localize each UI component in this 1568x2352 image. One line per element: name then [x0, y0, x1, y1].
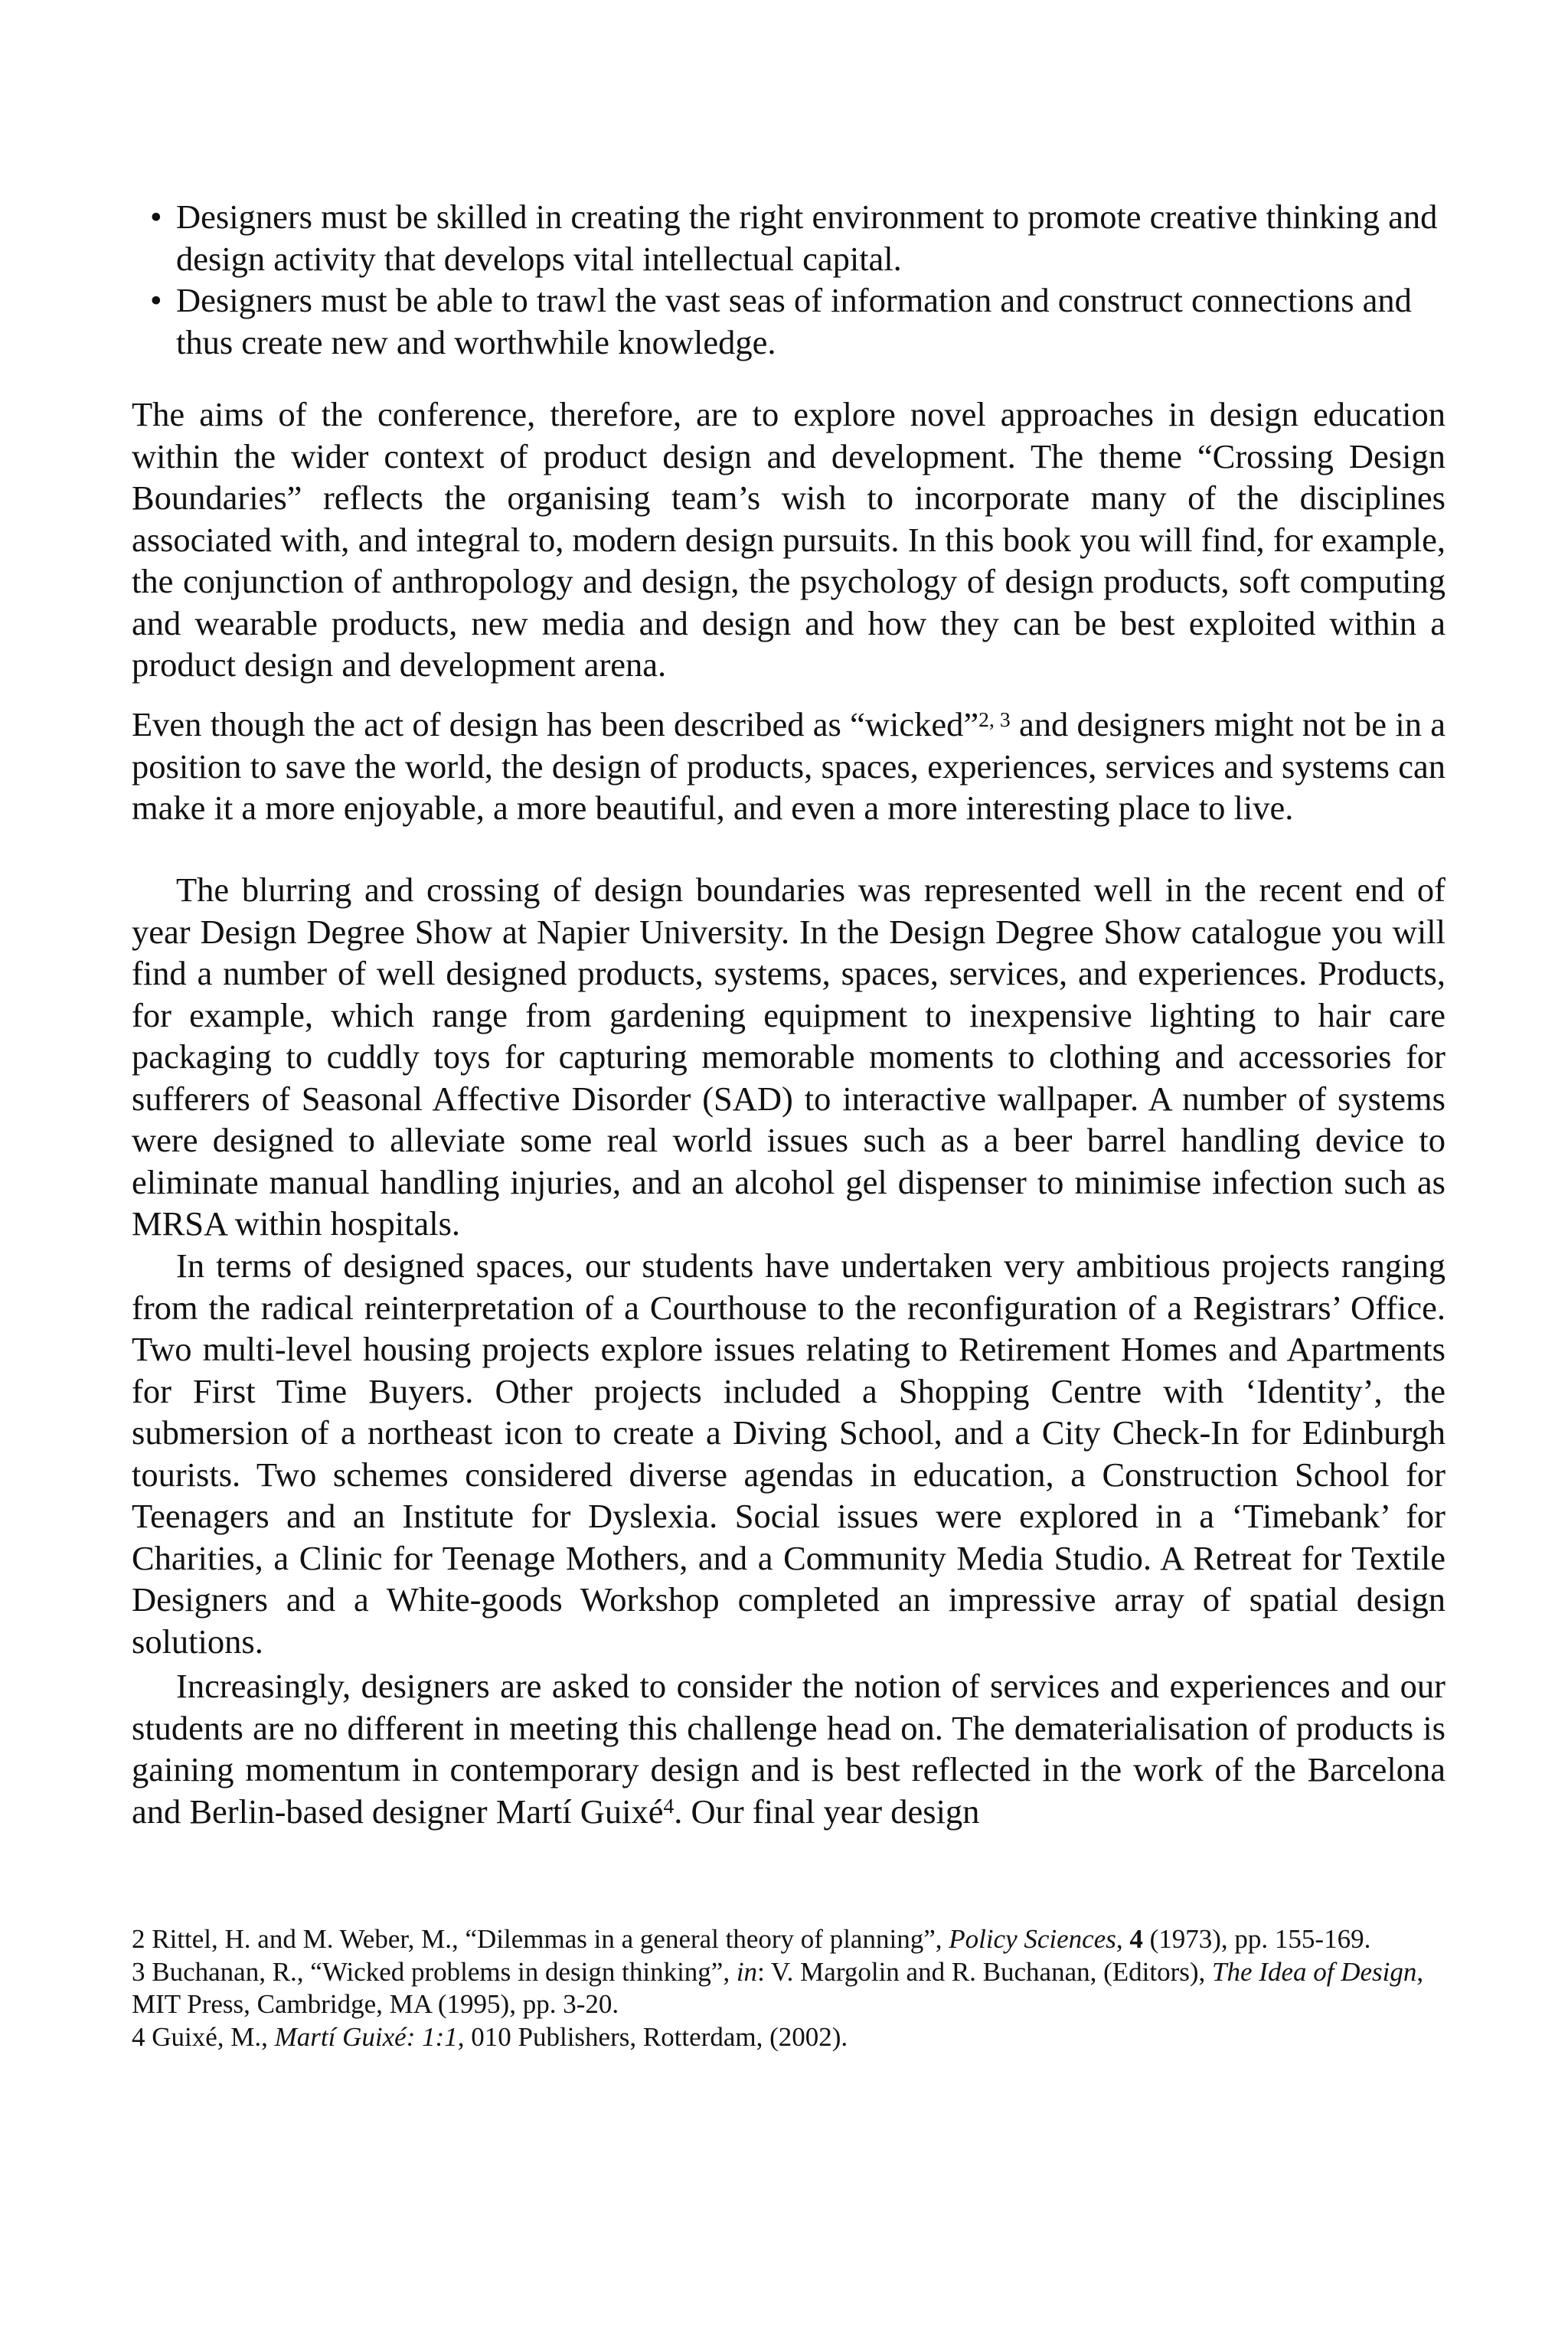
footnote-publication-details: , MIT Press, Cambridge, MA (1995), pp. 3-20.	[132, 1956, 1424, 2019]
footnote-book-title: The Idea of Design	[1212, 1956, 1417, 1987]
bullet-marker: •	[150, 198, 162, 236]
footnote-in-label: in	[736, 1956, 758, 1987]
footnote-number: 2	[132, 1924, 145, 1954]
footnote-number: 3	[132, 1956, 145, 1987]
services-text-after-reference: . Our final year design	[674, 1792, 980, 1831]
designed-spaces-paragraph: In terms of designed spaces, our students have undertaken very ambitious projects ranging from the radical reinterpretation of a Courthouse to the reconfiguration of a Registrars’ Office. Two multi-level housing projects explore issues relating to Retirement Homes and Apartments for First Time Buyers. Other projects included a Shopping Centre with ‘Identity’, the submersion of a northeast icon to create a Diving School, and a City Check-In for Edinburgh tourists. Two schemes considered diverse agendas in education, a Construction School for Teenagers and an Institute for Dyslexia. Social issues were explored in a ‘Timebank’ for Charities, a Clinic for Teenage Mothers, and a Community Media Studio. A Retreat for Textile Designers and a White-goods Workshop completed an impressive array of spatial design solutions.	[132, 1246, 1446, 1661]
footnote-3	[132, 1956, 1446, 2021]
footnote-citation-text: Rittel, H. and M. Weber, M., “Dilemmas in a general theory of planning”,	[152, 1924, 949, 1954]
footnotes	[132, 1923, 1446, 2053]
bullet-marker: •	[150, 281, 162, 319]
footnote-publication-details: (1973), pp. 155-169.	[1142, 1924, 1371, 1954]
footnote-2	[132, 1923, 1446, 1956]
footnote-volume: 4	[1129, 1924, 1143, 1954]
bullet-item-creative-environment	[132, 196, 1446, 279]
bullet-text-creative-environment: Designers must be skilled in creating the right environment to promote creative thinking and design activity that develops vital intellectual capital.	[176, 198, 1438, 278]
footnote-publication-details: , 010 Publishers, Rotterdam, (2002).	[457, 2021, 848, 2052]
footnote-reference-4: 4	[663, 1794, 675, 1818]
footnote-reference-2-3: 2, 3	[978, 707, 1011, 731]
wicked-design-text-before-reference: Even though the act of design has been described as “wicked”	[132, 705, 979, 743]
footnote-citation-text: Buchanan, R., “Wicked problems in design thinking”,	[152, 1956, 737, 1987]
footnote-citation-text: Guixé, M.,	[152, 2021, 275, 2052]
design-skill-bullet-list	[132, 196, 1446, 363]
footnote-journal-title: Policy Sciences	[949, 1924, 1116, 1954]
footnote-book-title: Martí Guixé: 1:1	[274, 2021, 458, 2052]
services-experiences-paragraph	[132, 1665, 1446, 1832]
footnote-number: 4	[132, 2021, 145, 2052]
services-text-before-reference: Increasingly, designers are asked to consider the notion of services and experiences and our students are no different in meeting this challenge head on. The dematerialisation of products is gaining momentum in contemporary design and is best reflected in the work of the Barcelona and Berlin-based designer Martí Guixé	[132, 1667, 1446, 1831]
bullet-item-information-connections	[132, 279, 1446, 363]
footnote-4	[132, 2021, 1446, 2054]
bullet-text-information-connections: Designers must be able to trawl the vast seas of information and construct connections and thus create new and worthwhile knowledge.	[176, 281, 1412, 361]
degree-show-paragraph: The blurring and crossing of design boundaries was represented well in the recent end of year Design Degree Show at Napier University. In the Design Degree Show catalogue you will find a number of well designed products, systems, spaces, services, and experiences. Products, for example, which range from gardening equipment to inexpensive lighting to hair care packaging to cuddly toys for capturing memorable moments to clothing and accessories for sufferers of Seasonal Affective Disorder (SAD) to interactive wallpaper. A number of systems were designed to alleviate some real world issues such as a beer barrel handling device to eliminate manual handling injuries, and an alcohol gel dispenser to minimise infection such as MRSA within hospitals.	[132, 871, 1446, 1243]
wicked-design-text-after-reference: and designers might not be in a position to save the world, the design of products, spaces, experiences, services and systems can make it a more enjoyable, a more beautiful, and even a more interesting place to live.	[132, 705, 1446, 827]
conference-aims-paragraph: The aims of the conference, therefore, are to explore novel approaches in design education within the wider context of product design and development. The theme “Crossing Design Boundaries” reflects the organising team’s wish to incorporate many of the disciplines associated with, and integral to, modern design pursuits. In this book you will find, for example, the conjunction of anthropology and design, the psychology of design products, soft computing and wearable products, new media and design and how they can be best exploited within a product design and development arena.	[132, 395, 1446, 684]
footnote-separator: ,	[1116, 1924, 1130, 1954]
footnote-editors-text: : V. Margolin and R. Buchanan, (Editors),	[757, 1956, 1213, 1987]
wicked-design-paragraph	[132, 704, 1446, 829]
